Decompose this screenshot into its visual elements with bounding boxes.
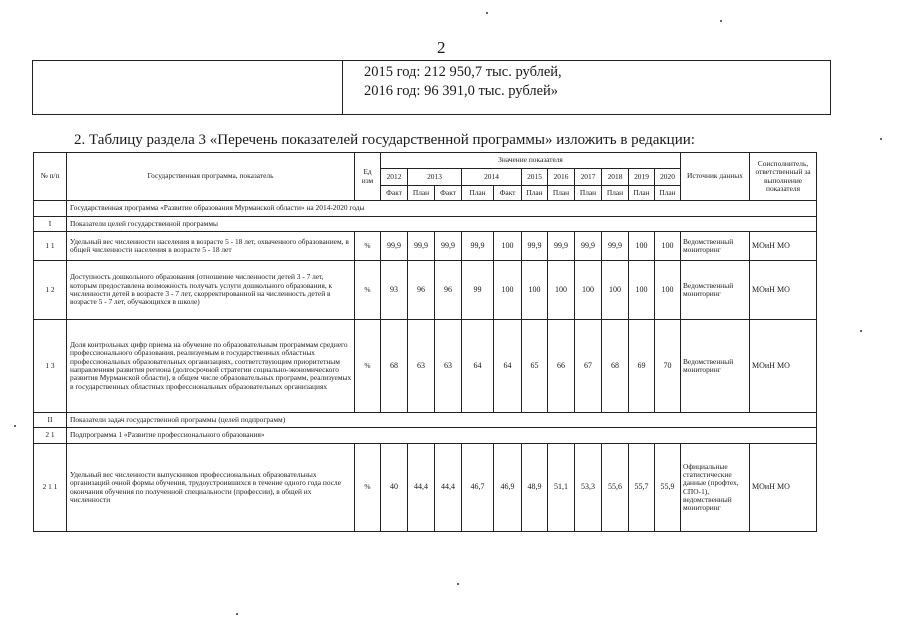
value-cell: 100	[494, 232, 522, 261]
value-cell: 44,4	[408, 444, 435, 532]
header-source: Источник данных	[681, 153, 750, 201]
scan-speck	[860, 330, 862, 332]
value-cell: 63	[435, 320, 462, 413]
indicator-name: Доля контрольных цифр приема на обучение по образовательным программам среднего профессионального образования, реализуемым в государственных областных профессиональных образовательных организациях, соответствующим приоритетным направлениям развития региона (долгосрочной стратегии социально-экономического развития Мурманской области), в общем числе образовательных программ, реализуемых в государственных областных профессиональных образовательных организациях	[67, 320, 355, 413]
section-title: Подпрограмма 1 «Развитие профессионального образования»	[67, 428, 817, 444]
header-year-2019: 2019	[629, 169, 655, 186]
scan-speck	[720, 20, 722, 22]
source-cell: Официальные статистические данные (профтех, СПО-1), ведомственный мониторинг	[681, 444, 750, 532]
value-cell: 55,7	[629, 444, 655, 532]
value-cell: 99,9	[575, 232, 602, 261]
value-cell: 100	[575, 261, 602, 320]
value-cell: 96	[408, 261, 435, 320]
header-year-2017: 2017	[575, 169, 602, 186]
unit-cell: %	[355, 261, 381, 320]
value-cell: 99,9	[435, 232, 462, 261]
section-title: Показатели задач государственной программы (целей подпрограмм)	[67, 413, 817, 428]
value-cell: 66	[548, 320, 575, 413]
value-cell: 46,9	[494, 444, 522, 532]
indicator-name: Доступность дошкольного образования (отношение численности детей 3 - 7 лет, которым предоставлена возможность получать услуги дошкольного образования, к численности детей в возрасте 3 - 7 лет, скорректированной на численность детей в возрасте 5 - 7 лет, обучающихся в школе)	[67, 261, 355, 320]
section-heading: 2. Таблицу раздела 3 «Перечень показателей государственной программы» изложить в редакции:	[74, 132, 695, 148]
value-cell: 68	[381, 320, 408, 413]
header-name: Государственная программа, показатель	[67, 153, 355, 201]
row-num: 1 1	[34, 232, 67, 261]
header-sub: План	[655, 186, 681, 201]
source-cell: Ведомственный мониторинг	[681, 320, 750, 413]
value-cell: 96	[435, 261, 462, 320]
value-cell: 99,9	[522, 232, 548, 261]
unit-cell: %	[355, 320, 381, 413]
header-sub: Факт	[381, 186, 408, 201]
header-sub: Факт	[494, 186, 522, 201]
section-title: Показатели целей государственной программы	[67, 217, 817, 232]
header-year-2014: 2014	[462, 169, 522, 186]
value-cell: 100	[655, 261, 681, 320]
header-sub: Факт	[435, 186, 462, 201]
value-cell: 93	[381, 261, 408, 320]
value-cell: 55,9	[655, 444, 681, 532]
header-year-2015: 2015	[522, 169, 548, 186]
unit-cell: %	[355, 232, 381, 261]
scan-speck	[486, 12, 488, 14]
program-row-num-cell	[34, 201, 67, 217]
value-cell: 53,3	[575, 444, 602, 532]
value-cell: 99	[462, 261, 494, 320]
header-year-2012: 2012	[381, 169, 408, 186]
value-cell: 99,9	[462, 232, 494, 261]
section-num: I	[34, 217, 67, 232]
scan-speck	[14, 425, 16, 427]
value-cell: 100	[655, 232, 681, 261]
header-sub: План	[462, 186, 494, 201]
value-cell: 100	[629, 261, 655, 320]
program-row: Государственная программа «Развитие образования Мурманской области» на 2014-2020 годы	[67, 201, 817, 217]
value-cell: 40	[381, 444, 408, 532]
header-sub: План	[548, 186, 575, 201]
section-num: II	[34, 413, 67, 428]
header-sub: План	[629, 186, 655, 201]
header-value-group: Значение показателя	[381, 153, 681, 169]
source-cell: Ведомственный мониторинг	[681, 261, 750, 320]
unit-cell: %	[355, 444, 381, 532]
header-sub: План	[408, 186, 435, 201]
scan-speck	[457, 583, 459, 585]
value-cell: 64	[462, 320, 494, 413]
header-year-2013: 2013	[408, 169, 462, 186]
value-cell: 48,9	[522, 444, 548, 532]
responsible-cell: МОиН МО	[750, 232, 817, 261]
value-cell: 51,1	[548, 444, 575, 532]
indicator-name: Удельный вес численности выпускников профессиональных образовательных организаций очной формы обучения, трудоустроившихся в течение одного года после окончания обучения по полученной специальности (профессии), в общей их численности	[67, 444, 355, 532]
header-year-2018: 2018	[602, 169, 629, 186]
page-number: 2	[437, 38, 446, 57]
value-cell: 46,7	[462, 444, 494, 532]
scan-speck	[880, 138, 882, 140]
header-year-2016: 2016	[548, 169, 575, 186]
indicator-name: Удельный вес численности населения в возрасте 5 - 18 лет, охваченного образованием, в общей численности населения в возрасте 5 - 18 лет	[67, 232, 355, 261]
source-cell: Ведомственный мониторинг	[681, 232, 750, 261]
header-sub: План	[575, 186, 602, 201]
value-cell: 99,9	[408, 232, 435, 261]
budget-line-2016: 2016 год: 96 391,0 тыс. рублей»	[364, 83, 559, 99]
value-cell: 68	[602, 320, 629, 413]
value-cell: 44,4	[435, 444, 462, 532]
row-num: 1 2	[34, 261, 67, 320]
budget-table-divider	[342, 61, 343, 114]
header-sub: План	[602, 186, 629, 201]
section-num: 2 1	[34, 428, 67, 444]
header-num: № п/п	[34, 153, 67, 201]
header-unit: Ед изм	[355, 153, 381, 201]
value-cell: 55,6	[602, 444, 629, 532]
budget-line-2015: 2015 год: 212 950,7 тыс. рублей,	[364, 64, 562, 80]
value-cell: 100	[522, 261, 548, 320]
row-num: 2 1 1	[34, 444, 67, 532]
responsible-cell: МОиН МО	[750, 444, 817, 532]
value-cell: 100	[494, 261, 522, 320]
value-cell: 99,9	[602, 232, 629, 261]
indicators-table	[33, 152, 817, 532]
value-cell: 69	[629, 320, 655, 413]
header-responsible: Соисполнитель, ответственный за выполнение показателя	[750, 153, 817, 201]
value-cell: 100	[602, 261, 629, 320]
header-year-2020: 2020	[655, 169, 681, 186]
responsible-cell: МОиН МО	[750, 320, 817, 413]
value-cell: 70	[655, 320, 681, 413]
value-cell: 63	[408, 320, 435, 413]
value-cell: 100	[629, 232, 655, 261]
value-cell: 100	[548, 261, 575, 320]
value-cell: 99,9	[381, 232, 408, 261]
row-num: 1 3	[34, 320, 67, 413]
scan-speck	[236, 613, 238, 615]
header-sub: План	[522, 186, 548, 201]
responsible-cell: МОиН МО	[750, 261, 817, 320]
value-cell: 65	[522, 320, 548, 413]
value-cell: 99,9	[548, 232, 575, 261]
value-cell: 67	[575, 320, 602, 413]
value-cell: 64	[494, 320, 522, 413]
